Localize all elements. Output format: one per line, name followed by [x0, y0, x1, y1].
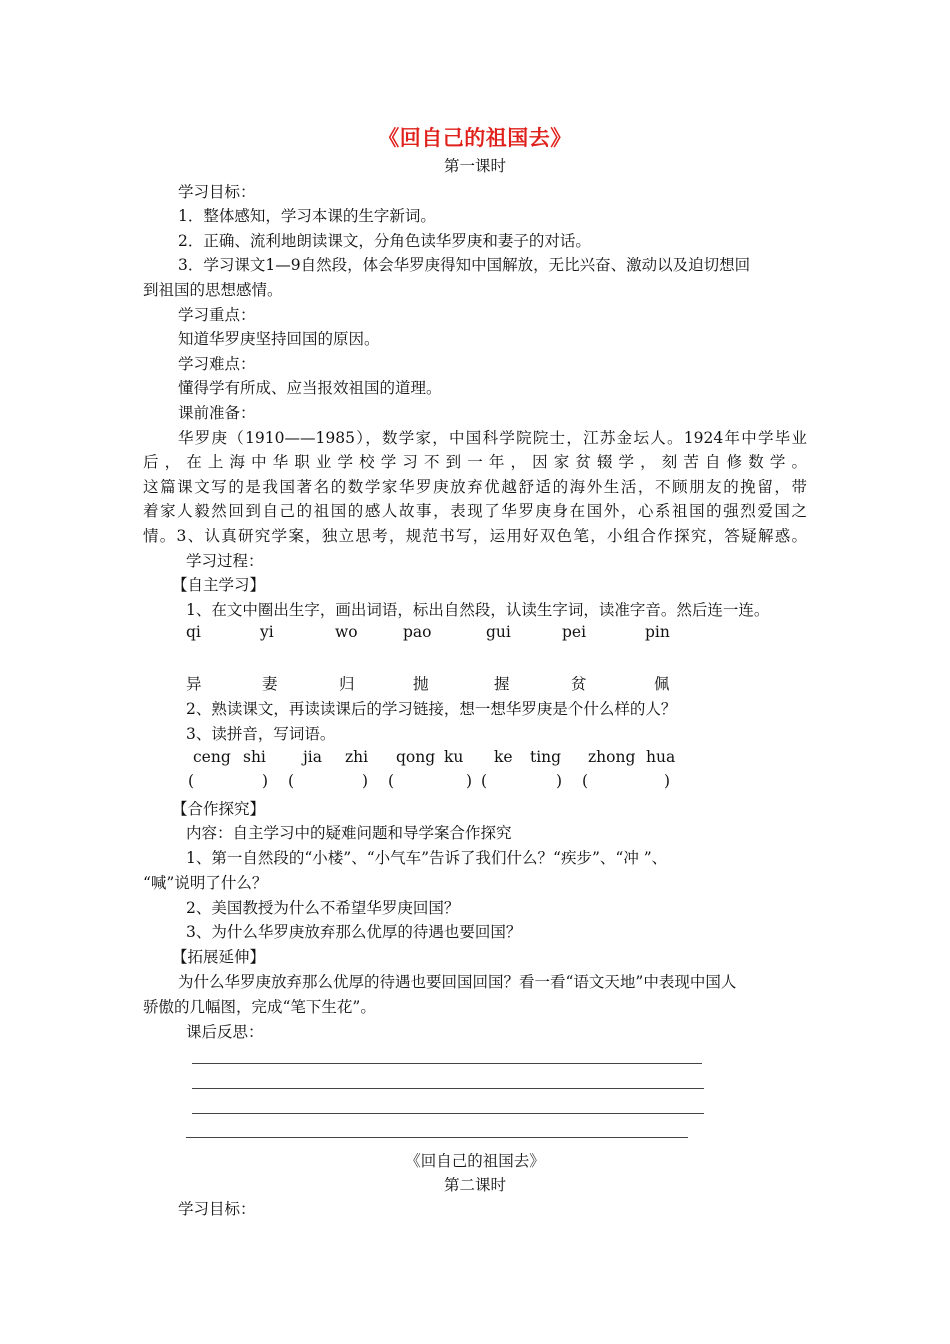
pinyin-word: ku	[444, 748, 464, 766]
reflection-label: 课后反思：	[186, 1023, 264, 1041]
self-study-task-2: 2、熟读课文，再读读课后的学习链接，想一想华罗庚是个什么样的人？	[186, 700, 677, 718]
extend-heading: 【拓展延伸】	[172, 948, 266, 966]
character-item: 抛	[413, 675, 429, 693]
pinyin-word: ke	[494, 748, 513, 766]
answer-blank-close: )	[664, 772, 671, 790]
character-item: 佩	[654, 675, 670, 693]
pinyin-item: gui	[486, 623, 511, 641]
self-study-heading: 【自主学习】	[172, 576, 266, 594]
reflection-writing-line	[192, 1113, 704, 1114]
pinyin-word: zhi	[345, 748, 369, 766]
answer-parentheses-row	[0, 772, 950, 796]
character-item: 握	[494, 675, 510, 693]
prep-paragraph-line-5: 情。3、认真研究学案，独立思考，规范书写，运用好双色笔，小组合作探究，答疑解惑。	[143, 527, 807, 545]
pinyin-word: qong	[396, 748, 436, 766]
prep-paragraph-line-2: 后，在上海中华职业学校学习不到一年，因家贫辍学，刻苦自修数学。	[143, 453, 807, 471]
pinyin-item: wo	[335, 623, 358, 641]
answer-blank-open: (	[582, 772, 589, 790]
answer-blank-close: )	[466, 772, 473, 790]
self-study-task-3: 3、读拼音，写词语。	[186, 725, 336, 743]
cooperate-heading: 【合作探究】	[172, 800, 266, 818]
focus-label: 学习重点：	[178, 306, 256, 324]
cooperate-question-1-continued: “喊”说明了什么？	[143, 874, 268, 892]
lesson2-goals-label: 学习目标：	[178, 1200, 256, 1218]
process-label: 学习过程：	[186, 552, 264, 570]
lesson2-title: 《回自己的祖国去》	[405, 1152, 545, 1170]
answer-blank-open: (	[388, 772, 395, 790]
session-heading: 第一课时	[443, 157, 506, 175]
goal-item-3: 3．学习课文1—9自然段，体会华罗庚得知中国解放，无比兴奋、激动以及迫切想回	[178, 256, 751, 274]
prep-paragraph-line-4: 着家人毅然回到自己的祖国的感人故事，表现了华罗庚身在国外，心系祖国的强烈爱国之	[143, 502, 807, 520]
reflection-writing-line	[192, 1063, 702, 1064]
pinyin-row	[0, 623, 950, 647]
pinyin-word: jia	[303, 748, 323, 766]
document-title: 《回自己的祖国去》	[378, 125, 572, 150]
extend-text-line-2: 骄傲的几幅图，完成“笔下生花”。	[143, 998, 376, 1016]
cooperate-question-2: 2、美国教授为什么不希望华罗庚回国？	[186, 899, 460, 917]
character-item: 归	[339, 675, 355, 693]
reflection-writing-line	[186, 1137, 688, 1138]
difficulty-label: 学习难点：	[178, 355, 256, 373]
goal-item-2: 2．正确、流利地朗读课文，分角色读华罗庚和妻子的对话。	[178, 232, 591, 250]
character-item: 贫	[571, 675, 587, 693]
pinyin-word: ceng	[193, 748, 231, 766]
answer-blank-open: (	[288, 772, 295, 790]
answer-blank-open: (	[188, 772, 195, 790]
cooperate-question-1: 1、第一自然段的“小楼”、“小气车”告诉了我们什么？“疾步”、“冲 ”、	[186, 849, 668, 867]
pinyin-word: hua	[646, 748, 676, 766]
goals-label: 学习目标：	[178, 183, 256, 201]
focus-text: 知道华罗庚坚持回国的原因。	[178, 330, 380, 348]
cooperate-question-3: 3、为什么华罗庚放弃那么优厚的待遇也要回国？	[186, 923, 522, 941]
pinyin-item: yi	[260, 623, 274, 641]
pinyin-item: pao	[403, 623, 432, 641]
goal-item-1: 1．整体感知，学习本课的生字新词。	[178, 207, 436, 225]
answer-blank-close: )	[362, 772, 369, 790]
prep-label: 课前准备：	[178, 404, 256, 422]
character-row	[0, 672, 950, 696]
pinyin-item: pin	[645, 623, 670, 641]
answer-blank-close: )	[556, 772, 563, 790]
prep-paragraph-line-3: 这篇课文写的是我国著名的数学家华罗庚放弃优越舒适的海外生活，不顾朋友的挽留，带	[143, 478, 807, 496]
extend-text-line-1: 为什么华罗庚放弃那么优厚的待遇也要回国回国？看一看“语文天地”中表现中国人	[178, 973, 737, 991]
goal-item-3-continued: 到祖国的思想感情。	[143, 281, 283, 299]
difficulty-text: 懂得学有所成、应当报效祖国的道理。	[178, 379, 442, 397]
character-item: 异	[186, 675, 202, 693]
answer-blank-close: )	[262, 772, 269, 790]
pinyin-words-row	[0, 748, 950, 772]
reflection-writing-line	[192, 1088, 704, 1089]
answer-blank-open: (	[481, 772, 488, 790]
lesson2-session-heading: 第二课时	[443, 1176, 506, 1194]
cooperate-content: 内容：自主学习中的疑难问题和导学案合作探究	[186, 824, 512, 842]
pinyin-word: zhong	[588, 748, 636, 766]
pinyin-item: pei	[562, 623, 587, 641]
character-item: 妻	[262, 675, 278, 693]
pinyin-word: ting	[530, 748, 562, 766]
self-study-task-1: 1、在文中圈出生字，画出词语，标出自然段，认读生字词，读准字音。然后连一连。	[186, 601, 770, 619]
pinyin-word: shi	[243, 748, 266, 766]
prep-paragraph-line-1: 华罗庚（1910——1985），数学家，中国科学院院士，江苏金坛人。1924年中学毕业	[178, 429, 807, 447]
pinyin-item: qi	[186, 623, 201, 641]
